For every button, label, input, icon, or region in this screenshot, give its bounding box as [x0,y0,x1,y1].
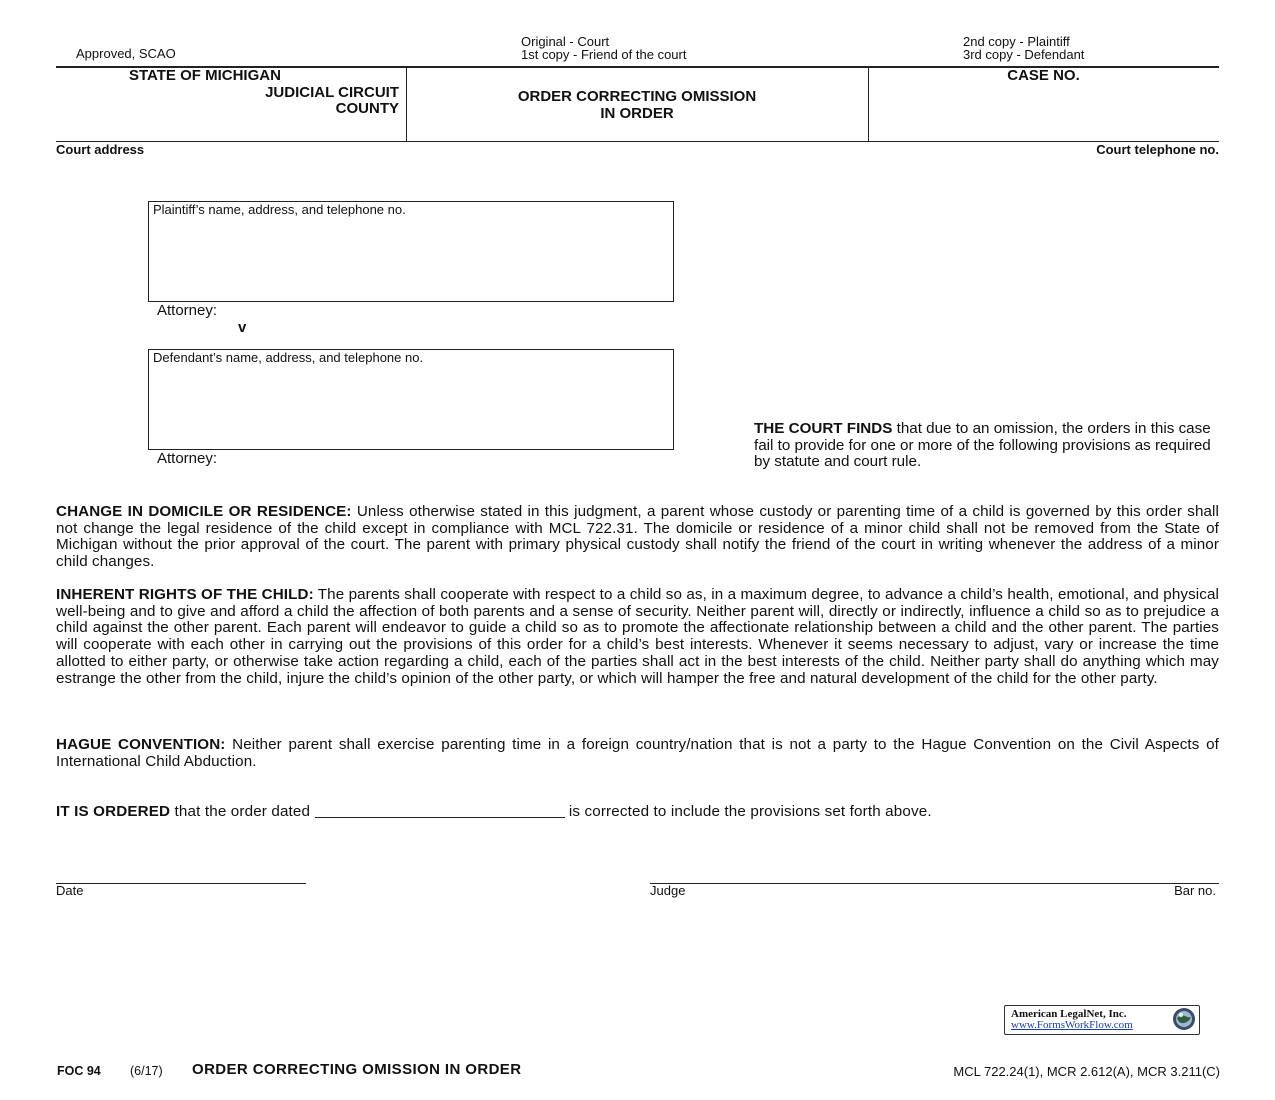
case-no-label: CASE NO. [1007,67,1080,84]
order-after-blank: is corrected to include the provisions set forth above. [564,803,932,820]
footer-title: ORDER CORRECTING OMISSION IN ORDER [192,1061,522,1078]
globe-icon [1172,1007,1196,1031]
domicile-heading: CHANGE IN DOMICILE OR RESIDENCE: [56,503,352,520]
hague-text: Neither parent shall exercise parenting time in a foreign country/nation that is not a party to the Hague Convention on the Civil Aspects of International Child Abduction. [56,736,1219,770]
date-label: Date [56,883,84,898]
order-lead: IT IS ORDERED [56,803,171,820]
court-telephone-label: Court telephone no. [1096,142,1219,157]
defendant-attorney-label: Attorney: [157,450,218,467]
approved-scao: Approved, SCAO [76,46,176,61]
order-line [56,803,932,820]
rights-paragraph [56,587,1219,687]
footer-citations: MCL 722.24(1), MCR 2.612(A), MCR 3.211(C) [953,1064,1220,1079]
court-state: STATE OF MICHIGAN [129,67,281,84]
court-info [56,68,399,118]
footer-form-no: FOC 94 [57,1064,101,1078]
distribution-first-copy: 1st copy - Friend of the court [521,47,687,62]
distribution-second-copy: 2nd copy - Plaintiff [963,34,1070,49]
distribution-original: Original - Court [521,34,610,49]
court-county: COUNTY [335,100,399,117]
american-legalnet-logo[interactable] [1004,1005,1200,1035]
judge-signature-line[interactable] [650,883,1219,884]
hague-heading: HAGUE CONVENTION: [56,736,226,753]
form-title-line1: ORDER CORRECTING OMISSION [517,88,757,105]
hague-paragraph [56,737,1219,770]
footer-revision: (6/17) [130,1064,163,1078]
rights-heading: INHERENT RIGHTS OF THE CHILD: [56,586,314,603]
defendant-label: Defendant’s name, address, and telephone no. [153,350,424,365]
court-address-label: Court address [56,142,145,157]
date-signature-line[interactable] [56,883,306,884]
order-before-blank: that the order dated [170,803,315,820]
court-finds-lead: THE COURT FINDS [754,420,893,437]
court-finds-text: that due to an omission, the orders in this case fail to provide for one or more of the following provisions as required by statute and court rule. [754,420,1211,471]
bar-no-label: Bar no. [1174,883,1216,898]
defendant-box[interactable] [148,349,674,450]
court-finds-paragraph [754,421,1222,471]
logo-name: American LegalNet, Inc. [1011,1008,1127,1020]
versus-label: v [238,319,247,336]
logo-url[interactable]: www.FormsWorkFlow.com [1011,1019,1133,1031]
plaintiff-box[interactable] [148,201,674,302]
form-title-line2: IN ORDER [600,105,674,122]
judge-label: Judge [650,883,686,898]
domicile-paragraph [56,504,1219,571]
rights-text: The parents shall cooperate with respect to a child so as, in a maximum degree, to advance a child’s health, emotional, and physical well-being and to give and afford a child the affection of both parents and a sense of security. Neither parent will, directly or indirectly, influence a child so as to prejudice a child against the other parent. Each parent will endeavor to guide a child so as to promote the affectionate relationship between a child and the other parent. The parties will cooperate with each other in carrying out the provisions of this order for a child’s best interests. Whenever it seems necessary to adjust, vary or increase the time allotted to either party, or otherwise take action regarding a child, each of the parties shall act in the best interests of the child. Neither party shall do anything which may estrange the other from the child, injure the child’s opinion of the other party, or which will hamper the free and natural development of the child for the other party. [56,586,1219,687]
order-date-blank[interactable] [315,803,565,818]
plaintiff-attorney-label: Attorney: [157,302,218,319]
domicile-text: Unless otherwise stated in this judgment, a parent whose custody or parenting time of a child is governed by this order shall not change the legal residence of the child except in compliance with MCL 722.31. The domicile or residence of a minor child shall not be removed from the State of Michigan without the prior approval of the court. The parent with primary physical custody shall notify the friend of the court in writing whenever the address of a minor child changes. [56,503,1219,571]
form-title [406,88,868,122]
distribution-third-copy: 3rd copy - Defendant [963,47,1085,62]
plaintiff-label: Plaintiff’s name, address, and telephone no. [153,202,406,217]
caption-bottom-rule [56,141,1219,142]
court-circuit: JUDICIAL CIRCUIT [265,83,399,101]
